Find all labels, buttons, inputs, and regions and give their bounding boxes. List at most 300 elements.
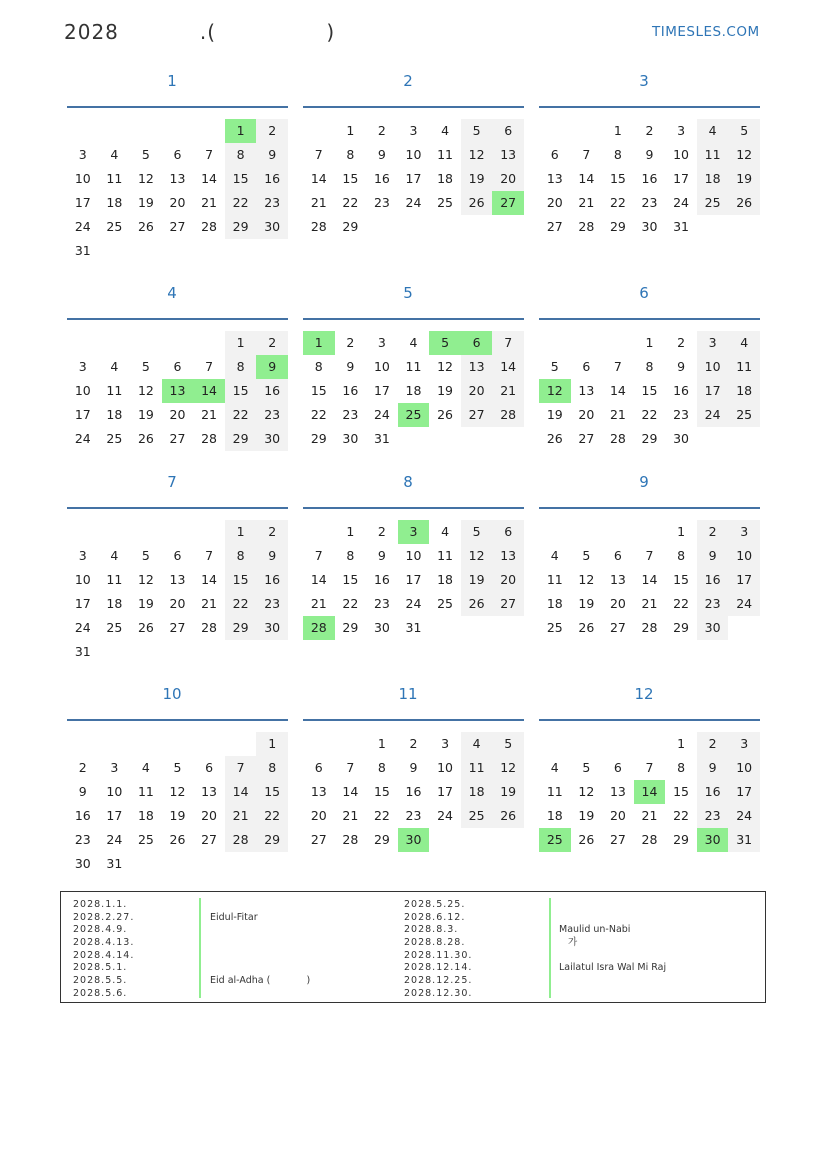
day-cell: 3 <box>728 520 760 544</box>
legend-line: Eidul-Fitar <box>210 911 258 923</box>
day-cell: 1 <box>256 732 288 756</box>
day-cell: 20 <box>609 808 626 823</box>
day-cell: 25 <box>137 832 154 847</box>
day-cell: 26 <box>492 804 524 828</box>
legend-line: 2028.8.3. <box>404 924 459 936</box>
day-cell: 29 <box>609 219 626 234</box>
day-cell: 15 <box>310 383 327 398</box>
day-cell: 17 <box>74 407 91 422</box>
month-header-rule <box>303 318 524 320</box>
day-cell: 21 <box>201 195 217 210</box>
day-cell: 26 <box>137 219 154 234</box>
day-cell: 10 <box>373 359 390 374</box>
day-cell: 23 <box>256 592 288 616</box>
day-cell: 7 <box>645 760 654 775</box>
day-cell: 26 <box>546 431 563 446</box>
day-cell: 25 <box>728 403 760 427</box>
page-title: 2028 .( ) <box>64 20 336 44</box>
day-cell: 27 <box>169 219 186 234</box>
day-cell: 22 <box>373 808 390 823</box>
day-cell: 21 <box>201 407 217 422</box>
brand-logo-link[interactable]: TIMESLES.COM <box>652 24 760 40</box>
day-cell: 1 <box>225 331 257 355</box>
day-cell: 15 <box>225 167 257 191</box>
day-cell: 5 <box>461 520 493 544</box>
day-cell: 7 <box>346 760 355 775</box>
day-cell: 10 <box>437 760 453 775</box>
day-cell: 13 <box>609 572 626 587</box>
day-cell: 9 <box>256 355 288 379</box>
day-cell: 6 <box>461 331 493 355</box>
day-cell: 24 <box>106 832 123 847</box>
day-cell: 30 <box>74 856 91 871</box>
day-cell: 4 <box>441 524 450 539</box>
day-cell: 22 <box>225 403 257 427</box>
month-title: 1 <box>167 72 177 90</box>
day-cell: 10 <box>74 171 91 186</box>
day-cell: 13 <box>169 171 186 186</box>
day-cell: 7 <box>645 548 654 563</box>
day-cell: 9 <box>256 143 288 167</box>
day-cell: 17 <box>728 780 760 804</box>
day-cell: 18 <box>137 808 154 823</box>
day-cell: 1 <box>677 524 686 539</box>
day-cell: 3 <box>377 335 386 350</box>
month-header-rule <box>539 318 760 320</box>
day-cell: 25 <box>437 195 453 210</box>
day-cell: 19 <box>492 780 524 804</box>
day-cell: 6 <box>314 760 323 775</box>
legend-dates-left <box>73 899 134 1001</box>
day-cell: 16 <box>697 568 729 592</box>
day-cell: 25 <box>437 596 453 611</box>
day-cell: 19 <box>546 407 563 422</box>
day-cell: 14 <box>310 572 327 587</box>
day-cell: 18 <box>728 379 760 403</box>
day-cell: 21 <box>609 407 626 422</box>
day-cell: 17 <box>697 379 729 403</box>
day-cell: 5 <box>141 147 150 162</box>
day-cell: 16 <box>641 171 658 186</box>
day-cell: 5 <box>429 331 461 355</box>
month-header-rule <box>303 507 524 509</box>
day-cell: 8 <box>346 548 355 563</box>
day-cell: 17 <box>74 195 91 210</box>
day-cell: 18 <box>461 780 493 804</box>
day-cell: 1 <box>225 119 257 143</box>
month-title: 9 <box>639 473 649 491</box>
day-cell: 15 <box>225 568 257 592</box>
day-cell: 29 <box>225 616 257 640</box>
day-cell: 4 <box>110 548 119 563</box>
day-cell: 24 <box>405 195 422 210</box>
day-cell: 7 <box>205 147 214 162</box>
month-header-rule <box>67 318 288 320</box>
day-cell: 13 <box>546 171 563 186</box>
day-cell: 29 <box>373 832 390 847</box>
day-cell: 3 <box>78 359 87 374</box>
day-cell: 24 <box>673 195 689 210</box>
day-cell: 11 <box>106 171 123 186</box>
day-cell: 3 <box>398 520 430 544</box>
day-cell: 10 <box>74 572 91 587</box>
month-header-rule <box>67 719 288 721</box>
day-cell: 16 <box>373 572 390 587</box>
month-title: 7 <box>167 473 177 491</box>
day-cell: 27 <box>492 191 524 215</box>
day-cell: 18 <box>405 383 422 398</box>
holiday-legend <box>60 891 766 1003</box>
day-cell: 19 <box>137 195 154 210</box>
day-cell: 23 <box>405 808 422 823</box>
day-cell: 18 <box>106 195 123 210</box>
legend-line: 2028.5.5. <box>73 975 128 987</box>
day-cell: 17 <box>673 171 689 186</box>
day-cell: 12 <box>461 544 493 568</box>
day-cell: 19 <box>169 808 186 823</box>
day-cell: 8 <box>613 147 622 162</box>
day-cell: 30 <box>641 219 658 234</box>
day-cell: 29 <box>225 215 257 239</box>
day-cell: 8 <box>225 355 257 379</box>
day-cell: 27 <box>201 832 217 847</box>
day-cell: 19 <box>461 568 493 592</box>
day-cell: 21 <box>641 808 658 823</box>
day-cell: 2 <box>409 736 418 751</box>
day-cell: 13 <box>461 355 493 379</box>
day-cell: 1 <box>303 331 335 355</box>
day-cell: 10 <box>697 355 729 379</box>
day-cell: 11 <box>546 572 563 587</box>
day-cell: 1 <box>613 123 622 138</box>
day-cell: 12 <box>539 379 571 403</box>
day-cell: 21 <box>310 195 327 210</box>
day-cell: 29 <box>310 431 327 446</box>
day-cell: 30 <box>398 828 430 852</box>
day-cell: 24 <box>405 596 422 611</box>
month-header-rule <box>539 719 760 721</box>
day-cell: 19 <box>137 596 154 611</box>
day-cell: 13 <box>169 572 186 587</box>
day-cell: 15 <box>641 383 658 398</box>
day-cell: 23 <box>373 596 390 611</box>
day-cell: 1 <box>346 524 355 539</box>
day-cell: 3 <box>677 123 686 138</box>
day-cell: 7 <box>225 756 257 780</box>
day-cell: 24 <box>74 431 91 446</box>
day-cell: 24 <box>437 808 453 823</box>
legend-line <box>559 899 666 912</box>
day-cell: 20 <box>461 379 493 403</box>
day-cell: 4 <box>550 760 559 775</box>
day-cell: 8 <box>677 760 686 775</box>
day-cell: 15 <box>225 379 257 403</box>
day-cell: 8 <box>645 359 654 374</box>
day-cell: 19 <box>461 167 493 191</box>
day-cell: 5 <box>141 548 150 563</box>
day-cell: 28 <box>201 431 217 446</box>
day-cell: 21 <box>492 379 524 403</box>
day-cell: 18 <box>546 808 563 823</box>
day-cell: 28 <box>303 616 335 640</box>
legend-line: 2028.4.14. <box>73 949 135 961</box>
day-cell: 7 <box>314 548 323 563</box>
day-cell: 25 <box>106 620 123 635</box>
day-cell: 6 <box>173 548 182 563</box>
day-cell: 13 <box>201 784 217 799</box>
day-cell: 12 <box>578 784 595 799</box>
day-cell: 8 <box>225 544 257 568</box>
day-cell: 13 <box>492 143 524 167</box>
day-cell: 20 <box>609 596 626 611</box>
day-cell: 5 <box>141 359 150 374</box>
day-cell: 2 <box>78 760 87 775</box>
day-cell: 2 <box>256 119 288 143</box>
day-cell: 25 <box>546 620 563 635</box>
day-cell: 9 <box>697 756 729 780</box>
day-cell: 25 <box>106 431 123 446</box>
day-cell: 28 <box>225 828 257 852</box>
month-header-rule <box>67 106 288 108</box>
day-cell: 27 <box>461 403 493 427</box>
day-cell: 23 <box>673 407 689 422</box>
day-cell: 23 <box>697 804 729 828</box>
day-cell: 28 <box>310 219 327 234</box>
day-cell: 9 <box>409 760 418 775</box>
day-cell: 4 <box>110 359 119 374</box>
day-cell: 14 <box>201 572 217 587</box>
day-cell: 14 <box>201 171 217 186</box>
day-cell: 2 <box>256 331 288 355</box>
day-cell: 31 <box>373 431 390 446</box>
day-cell: 12 <box>137 572 154 587</box>
day-cell: 28 <box>492 403 524 427</box>
day-cell: 19 <box>578 596 595 611</box>
day-cell: 4 <box>141 760 150 775</box>
day-cell: 5 <box>582 548 591 563</box>
day-cell: 12 <box>461 143 493 167</box>
day-cell: 9 <box>645 147 654 162</box>
day-cell: 10 <box>405 548 422 563</box>
day-cell: 19 <box>578 808 595 823</box>
day-cell: 24 <box>74 620 91 635</box>
legend-line: 2028.12.25. <box>404 975 473 987</box>
day-cell: 11 <box>697 143 729 167</box>
day-cell: 9 <box>346 359 355 374</box>
day-cell: 6 <box>173 359 182 374</box>
day-cell: 26 <box>437 407 453 422</box>
day-cell: 22 <box>225 191 257 215</box>
day-cell: 28 <box>578 219 595 234</box>
month-title: 6 <box>639 284 649 302</box>
day-cell: 7 <box>492 331 524 355</box>
day-cell: 23 <box>697 592 729 616</box>
legend-line: 2028.12.30. <box>404 987 473 999</box>
day-cell: 4 <box>409 335 418 350</box>
day-cell: 25 <box>106 219 123 234</box>
day-cell: 8 <box>225 143 257 167</box>
day-cell: 12 <box>169 784 186 799</box>
day-cell: 25 <box>539 828 571 852</box>
legend-line: 2028.4.9. <box>73 924 128 936</box>
day-cell: 6 <box>613 548 622 563</box>
day-cell: 11 <box>728 355 760 379</box>
day-cell: 6 <box>492 520 524 544</box>
day-cell: 17 <box>728 568 760 592</box>
day-cell: 23 <box>373 195 390 210</box>
day-cell: 9 <box>677 359 686 374</box>
day-cell: 7 <box>314 147 323 162</box>
day-cell: 27 <box>169 431 186 446</box>
day-cell: 14 <box>641 572 658 587</box>
day-cell: 9 <box>377 147 386 162</box>
day-cell: 5 <box>728 119 760 143</box>
day-cell: 22 <box>673 596 689 611</box>
day-cell: 23 <box>256 403 288 427</box>
day-cell: 15 <box>342 572 359 587</box>
month-header-rule <box>539 106 760 108</box>
legend-line <box>559 988 666 1001</box>
day-cell: 28 <box>201 620 217 635</box>
day-cell: 8 <box>256 756 288 780</box>
day-cell: 3 <box>697 331 729 355</box>
day-cell: 2 <box>697 520 729 544</box>
day-cell: 30 <box>256 215 288 239</box>
day-cell: 15 <box>673 572 689 587</box>
day-cell: 22 <box>609 195 626 210</box>
day-cell: 22 <box>225 592 257 616</box>
day-cell: 26 <box>461 592 493 616</box>
day-cell: 7 <box>613 359 622 374</box>
day-cell: 18 <box>437 171 453 186</box>
day-cell: 27 <box>546 219 563 234</box>
day-cell: 17 <box>405 171 422 186</box>
day-cell: 13 <box>492 544 524 568</box>
month-header-rule <box>539 507 760 509</box>
day-cell: 7 <box>205 548 214 563</box>
day-cell: 22 <box>342 195 359 210</box>
day-cell: 4 <box>461 732 493 756</box>
day-cell: 17 <box>373 383 390 398</box>
day-cell: 11 <box>137 784 154 799</box>
day-cell: 26 <box>137 431 154 446</box>
day-cell: 29 <box>342 219 359 234</box>
day-cell: 10 <box>728 756 760 780</box>
day-cell: 5 <box>492 732 524 756</box>
day-cell: 17 <box>74 596 91 611</box>
day-cell: 19 <box>137 407 154 422</box>
legend-line <box>210 962 310 975</box>
day-cell: 31 <box>405 620 422 635</box>
day-cell: 4 <box>550 548 559 563</box>
day-cell: 30 <box>256 616 288 640</box>
day-cell: 22 <box>673 808 689 823</box>
day-cell: 21 <box>225 804 257 828</box>
day-cell: 26 <box>578 620 595 635</box>
day-cell: 15 <box>609 171 626 186</box>
day-cell: 4 <box>110 147 119 162</box>
day-cell: 13 <box>162 379 194 403</box>
day-cell: 14 <box>492 355 524 379</box>
legend-line: 2028.12.14. <box>404 962 473 974</box>
day-cell: 10 <box>106 784 123 799</box>
day-cell: 10 <box>74 383 91 398</box>
day-cell: 17 <box>437 784 453 799</box>
day-cell: 10 <box>673 147 689 162</box>
day-cell: 11 <box>546 784 563 799</box>
day-cell: 25 <box>697 191 729 215</box>
day-cell: 11 <box>461 756 493 780</box>
legend-names-left <box>210 899 310 1001</box>
legend-line: Lailatul Isra Wal Mi Raj <box>559 962 667 974</box>
day-cell: 31 <box>106 856 123 871</box>
day-cell: 20 <box>546 195 563 210</box>
day-cell: 14 <box>634 780 666 804</box>
day-cell: 26 <box>137 620 154 635</box>
legend-line: 2028.5.25. <box>404 899 466 910</box>
month-title: 5 <box>403 284 413 302</box>
legend-line: 2028.8.28. <box>404 937 466 949</box>
day-cell: 22 <box>641 407 658 422</box>
day-cell: 26 <box>169 832 186 847</box>
day-cell: 20 <box>169 407 186 422</box>
day-cell: 15 <box>673 784 689 799</box>
day-cell: 18 <box>437 572 453 587</box>
day-cell: 20 <box>492 568 524 592</box>
day-cell: 2 <box>377 123 386 138</box>
legend-line <box>559 912 666 925</box>
day-cell: 15 <box>342 171 359 186</box>
day-cell: 28 <box>609 431 626 446</box>
day-cell: 11 <box>106 383 123 398</box>
day-cell: 28 <box>201 219 217 234</box>
day-cell: 12 <box>437 359 453 374</box>
day-cell: 3 <box>441 736 450 751</box>
day-cell: 30 <box>256 427 288 451</box>
day-cell: 2 <box>677 335 686 350</box>
day-cell: 1 <box>677 736 686 751</box>
month-title: 10 <box>162 685 182 703</box>
day-cell: 9 <box>256 544 288 568</box>
legend-line: 2028.1.1. <box>73 899 128 910</box>
legend-line: Eid al-Adha ( ) <box>210 975 311 987</box>
day-cell: 11 <box>106 572 123 587</box>
day-cell: 16 <box>673 383 689 398</box>
day-cell: 30 <box>342 431 359 446</box>
day-cell: 31 <box>673 219 689 234</box>
day-cell: 14 <box>193 379 225 403</box>
day-cell: 23 <box>74 832 91 847</box>
day-cell: 4 <box>441 123 450 138</box>
legend-line: 2028.6.12. <box>404 911 466 923</box>
day-cell: 28 <box>342 832 359 847</box>
day-cell: 2 <box>377 524 386 539</box>
day-cell: 29 <box>641 431 658 446</box>
legend-names-right <box>559 899 666 1001</box>
day-cell: 27 <box>578 431 595 446</box>
day-cell: 20 <box>169 195 186 210</box>
day-cell: 7 <box>582 147 591 162</box>
day-cell: 18 <box>546 596 563 611</box>
day-cell: 23 <box>256 191 288 215</box>
legend-line <box>210 950 310 963</box>
legend-divider-left <box>199 898 201 998</box>
legend-line <box>210 937 310 950</box>
day-cell: 16 <box>256 379 288 403</box>
day-cell: 16 <box>74 808 91 823</box>
month-title: 11 <box>398 685 418 703</box>
day-cell: 13 <box>578 383 595 398</box>
